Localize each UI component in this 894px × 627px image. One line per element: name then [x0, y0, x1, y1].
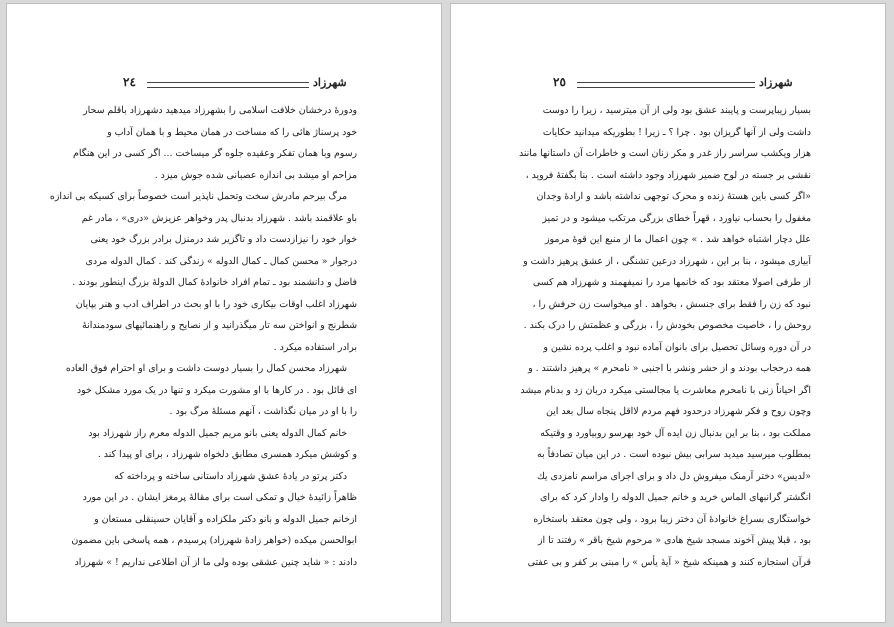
text-line: خوار خود را نیزازدست داد و تاگزیر شد درمنزل برادر بزرگ خود یعنی — [90, 234, 357, 245]
text-line: مملکت بود ، بنا بر این بدنبال زن ایده آل خود بهرسو روبیاورد و وقتیکه — [540, 427, 811, 439]
text-line: وچون روح و فکر شهرزاد درحدود فهم مردم لااقل پنجاه سال بعد این — [546, 406, 811, 417]
text-line: برادر استفاده میکرد . — [273, 341, 357, 353]
right-page-body — [518, 100, 811, 573]
text-line: مرگ بیرحم مادرش سخت وتحمل ناپذیر است خصوصاً برای کسیکه بی اندازه — [49, 191, 347, 202]
right-page-number: ٢٥ — [553, 75, 566, 89]
text-line: علل دچار اشتباه خواهد شد . » چون اعمال ما از منبع این قوهٔ مرموز — [544, 234, 811, 245]
text-line: انگشتر گرانبهای الماس خرید و خانم جمیل الدوله را وادار کرد که برای — [540, 492, 811, 503]
text-line: هزار ویکشب سراسر راز غدر و مکر زنان است و خاطرات آن داستانها مانند — [518, 148, 811, 159]
text-line: شهرزاد اغلب اوقات بیکاری خود را با او بحث در اطراف ادب و هنر بپایان — [75, 298, 357, 310]
text-line: شهرزاد محسن کمال را بسیار دوست داشت و برای او احترام فوق العاده — [65, 363, 347, 374]
text-line: را با او در میان نگذاشت ، آنهم مسئلهٔ مرگ بود . — [169, 406, 357, 417]
text-line: مزاحم او میشد بی اندازه عصبانی شده جوش میزد . — [154, 169, 357, 181]
text-line: ازخانم جمیل الدوله و بانو دکتر ملکزاده و آقایان حسینقلی مستعان و — [94, 513, 357, 525]
text-line: داشت ولی از آنها گریزان بود . چرا ؟ ـ زیرا ! بطوریکه میدانید حکایات — [542, 126, 811, 138]
text-line: ابوالحسن میکده (خواهر زادهٔ شهرزاد) پرسیدم ، همه پاسخی باین مضمون — [71, 535, 357, 546]
left-page — [6, 3, 442, 623]
text-line: باو علاقمند باشد . شهرزاد بدنبال پدر وخواهر عزیزش «دری» ، مادر غم — [81, 212, 357, 224]
left-page-body — [49, 100, 357, 573]
text-line: «اگر کسی باین هستهٔ زنده و محرک توجهی نداشته باشد و ارادهٔ وجدان — [536, 191, 811, 202]
left-page-header — [95, 74, 355, 94]
right-running-title: شهرزاد — [759, 76, 793, 89]
text-line: ودورهٔ درخشان خلافت اسلامی را بشهرزاد میدهید دشهرزاد باقلم سحار — [83, 105, 357, 116]
text-line: خود پرسناژ هائی را که مساخت در همان محیط و با همان آداب و — [107, 126, 357, 138]
text-line: روحش را ، خاصیت مخصوص بخودش را ، بزرگی و عظمتش را درک بکند . — [523, 320, 811, 331]
text-line: خانم کمال الدوله یعنی بانو مریم جمیل الدوله معرم راز شهرزاد بود — [88, 427, 347, 439]
text-line: بسیار زیباپرست و پایبند عشق بود ولی از آن میترسید ، زیرا را دوست — [542, 105, 811, 116]
left-running-title: شهرزاد — [313, 76, 347, 89]
text-line: و کوشش میکرد همسری مطابق دلخواه شهرزاد ، برای او پیدا کند . — [97, 449, 357, 460]
text-line: در آن دوره وسائل تحصیل برای بانوان آماده نبود و اغلب پرده نشین و — [543, 341, 811, 353]
text-line: دکتر پرتو در یادهٔ عشق شهرزاد داستانی ساخته و پرداخته که — [114, 470, 347, 482]
text-line: «لدیس» دختر آرمنک میفروش دل داد و برای اجرای مراسم نامزدی یك — [537, 470, 811, 482]
text-line: بود ، قبلا پیش آخوند مسجد شیخ هادی « مرحوم شیخ باقر » رفتند تا از — [538, 535, 811, 546]
text-line: نقشی بر جسته در لوح ضمیر شهرزاد وجود داشته است . بنا بگفتهٔ فروید ، — [525, 169, 811, 181]
text-line: قرآن استجازه کنند و همینکه شیخ « آیهٔ یأس » را مبنی بر کفر و بی عفتی — [527, 556, 811, 568]
text-line: درجوار « محسن کمال ـ کمال الدوله » زندگی کند . کمال الدوله مردی — [85, 255, 357, 267]
left-page-number: ٢٤ — [123, 75, 136, 89]
text-line: فاضل و دانشمند بود ـ تمام افراد خانوادهٔ کمال الدولهٔ بزرگ اینطور بودند . — [72, 277, 357, 288]
text-line: مغفول را بحساب نیاورد ، قهراً خطای بزرگی مرتکب میشود و در تمیز — [542, 212, 811, 224]
text-line: خواستگاری بسراغ خانوادهٔ آن دختر زیبا برود ، ولی چون معتقد باستخاره — [533, 513, 811, 525]
text-line: آبیاری میشود ، بنا بر این ، شهرزاد درعین تشنگی ، از عشق پرهیز داشت و — [523, 255, 811, 267]
text-line: از طرفی اصولا معتقد بود که خانمها مرد را نمیفهمند و شهرزاد هم کسی — [532, 277, 811, 288]
text-line: همه درحجاب بودند و از حشر ونشر با اجنبی « نامحرم » پرهیز داشتند . و — [528, 363, 811, 374]
text-line: نبود که زن را فقط برای جنسش ، بخواهد . او میخواست زن حرفش را ، — [532, 298, 811, 310]
text-line: شطرنج و انواختن سه تار میگذرانید و از نصایح و راهنمائیهای سودمندانهٔ — [82, 320, 357, 331]
text-line: بمطلوب میرسید میدید سرابی بیش نبوده است . در این میان تصادفاً به — [536, 449, 811, 460]
text-line: ظاهراً زائیدهٔ خیال و تمکی است برای مقالهٔ پرمغز ایشان . در این مورد — [82, 492, 357, 503]
left-header-rule — [147, 82, 309, 88]
text-line: رسوم وبا همان تفکر وعقیده جلوه گر میساخت ... اگر کسی در این هنگام — [73, 148, 357, 159]
text-line: دادند : « شاید چنین عشقی بوده ولی ما از آن اطلاعی نداریم ! » شهرزاد — [74, 556, 357, 568]
right-page — [450, 3, 886, 623]
text-line: اگر احیاناً زنی با نامحرم معاشرت یا مجالستی میکرد دربان زد و بدنام میشد — [520, 384, 811, 396]
text-line: ای قائل بود . در کارها با او مشورت میکرد و تنها در یک مورد مشکل خود — [76, 384, 357, 396]
right-header-rule — [577, 82, 755, 88]
right-page-header — [539, 74, 799, 94]
